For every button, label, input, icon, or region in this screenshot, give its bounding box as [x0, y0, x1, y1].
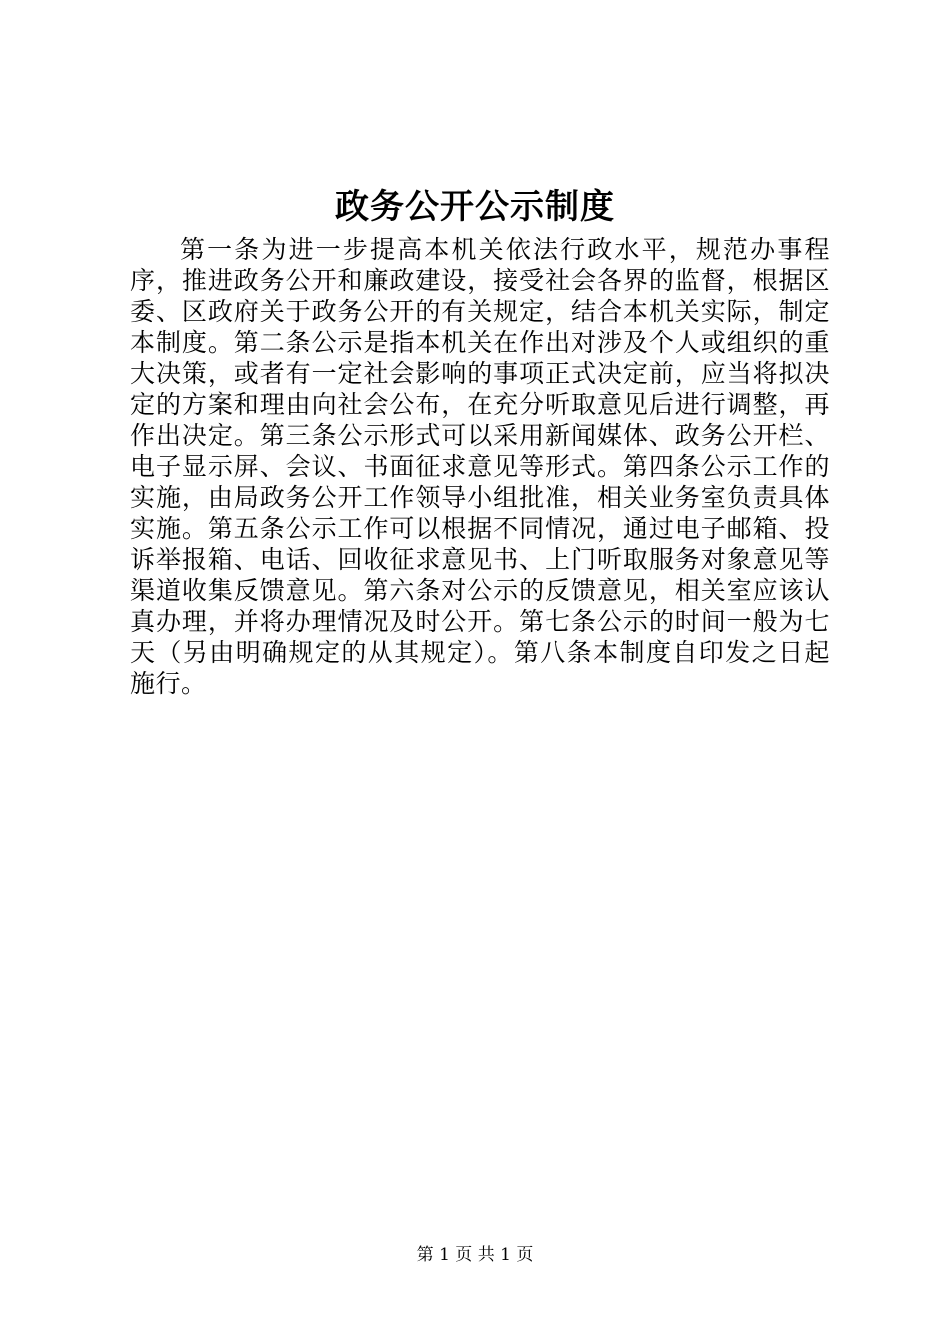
document-body: 第一条为进一步提高本机关依法行政水平，规范办事程序，推进政务公开和廉政建设，接受社会各界的监督，根据区委、区政府关于政务公开的有关规定，结合本机关实际，制定本制度。第二条公示是指本机关在作出对涉及个人或组织的重大决策，或者有一定社会影响的事项正式决定前，应当将拟决定的方案和理由向社会公布，在充分听取意见后进行调整，再作出决定。第三条公示形式可以采用新闻媒体、政务公开栏、电子显示屏、会议、书面征求意见等形式。第四条公示工作的实施，由局政务公开工作领导小组批准，相关业务室负责具体实施。第五条公示工作可以根据不同情况，通过电子邮箱、投诉举报箱、电话、回收征求意见书、上门听取服务对象意见等渠道收集反馈意见。第六条对公示的反馈意见，相关室应该认真办理，并将办理情况及时公开。第七条公示的时间一般为七天（另由明确规定的从其规定）。第八条本制度自印发之日起施行。 — [130, 235, 830, 698]
page-number-footer: 第 1 页 共 1 页 — [416, 1245, 534, 1265]
document-title: 政务公开公示制度 — [335, 187, 615, 227]
